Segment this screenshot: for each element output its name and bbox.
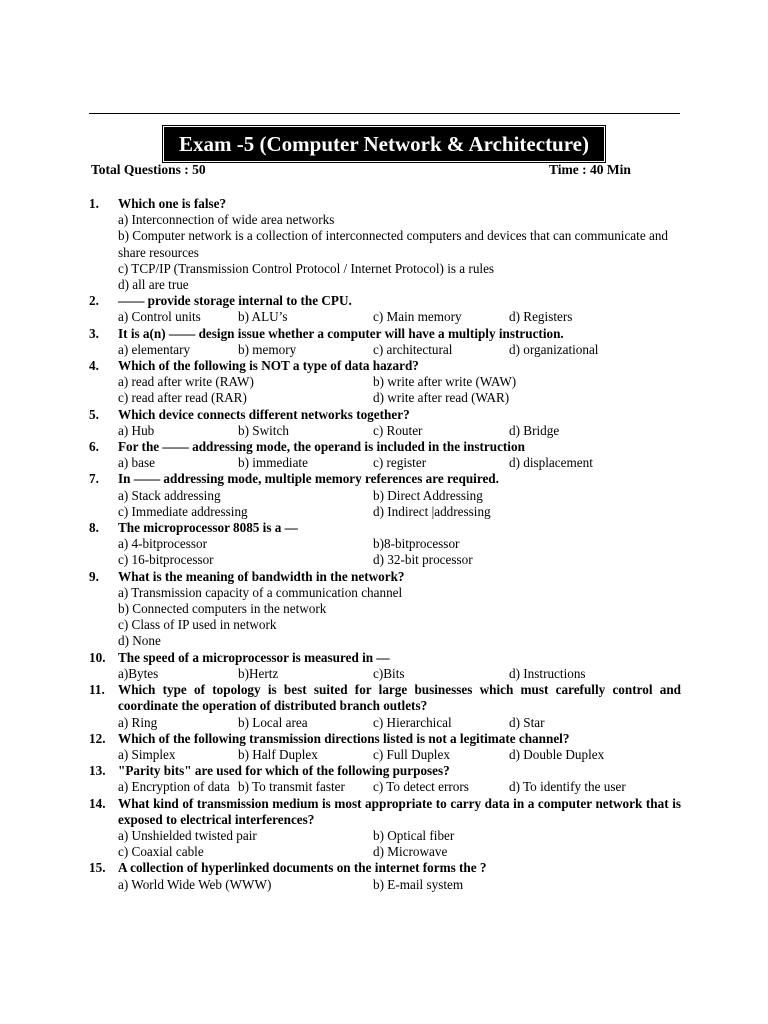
answer-option: b) write after write (WAW) [373,374,517,390]
question-number: 4. [89,358,99,374]
question-text: A collection of hyperlinked documents on the internet forms the ? [118,860,487,876]
answer-option: b) Computer network is a collection of interconnected computers and devices that can communicate and share resources [118,228,669,260]
question-item [89,569,681,650]
answer-option: b) Local area [238,714,308,730]
answer-option: b)Hertz [238,665,279,681]
header-divider [89,113,680,114]
answer-options [118,715,681,731]
question-text: The speed of a microprocessor is measured in — [118,649,390,665]
answer-option: c) 16-bitprocessor [118,552,214,568]
answer-option: a) Stack addressing [118,487,221,503]
question-number: 9. [89,568,99,584]
answer-option: b) E-mail system [373,876,464,892]
answer-option: a) Transmission capacity of a communication channel [118,584,403,600]
answer-option: a) Simplex [118,746,176,762]
answer-option: a) Hub [118,422,155,438]
answer-option: d) organizational [509,341,599,357]
answer-options [118,488,681,520]
answer-option: a) Control units [118,309,201,325]
answer-option: d) Double Duplex [509,746,605,762]
answer-options [118,455,681,471]
answer-option: c) Immediate addressing [118,503,248,519]
answer-option: c) Main memory [373,309,462,325]
answer-options [118,309,681,325]
question-number: 15. [89,860,106,876]
question-number: 11. [89,682,105,698]
answer-option: c) Coaxial cable [118,844,204,860]
answer-option: d) displacement [509,455,593,471]
answer-options [118,666,681,682]
answer-options [118,423,681,439]
question-text: "Parity bits" are used for which of the following purposes? [118,763,450,779]
answer-option: c) TCP/IP (Transmission Control Protocol / Internet Protocol) is a rules [118,260,495,276]
answer-option: a) Encryption of data [118,779,230,795]
answer-option: c) register [373,455,427,471]
answer-option: d) Registers [509,309,573,325]
answer-option: c) Class of IP used in network [118,617,277,633]
answer-option: a)Bytes [118,665,159,681]
question-item [89,520,681,569]
question-item [89,731,681,763]
question-item [89,326,681,358]
question-text: Which type of topology is best suited for large businesses which must carefully control and coordinate the operation of distributed branch outlets? [118,682,681,714]
question-number: 12. [89,730,106,746]
answer-options [118,536,681,568]
answer-option: c) read after read (RAR) [118,390,247,406]
question-number: 1. [89,196,99,211]
answer-option: a) Interconnection of wide area networks [118,212,335,228]
total-questions: Total Questions : 50 [91,162,206,177]
answer-option: d) Star [509,714,545,730]
question-item [89,358,681,407]
answer-option: c)Bits [373,665,405,681]
answer-option: d) all are true [118,277,189,293]
question-number: 14. [89,795,106,811]
answer-options [118,779,681,795]
answer-option: b) immediate [238,455,308,471]
answer-option: a) base [118,455,155,471]
answer-option: a) elementary [118,341,191,357]
question-item [89,439,681,471]
answer-option: b) Connected computers in the network [118,601,327,617]
answer-option: b) To transmit faster [238,779,345,795]
question-number: 7. [89,471,99,487]
answer-option: c) Full Duplex [373,746,450,762]
answer-option: d) write after read (WAR) [373,390,510,406]
question-list [89,196,681,893]
question-text: —— provide storage internal to the CPU. [118,293,352,309]
answer-option: a) World Wide Web (WWW) [118,876,272,892]
question-item [89,682,681,731]
question-text: What is the meaning of bandwidth in the network? [118,568,405,584]
question-text: The microprocessor 8085 is a — [118,520,298,536]
question-text: For the —— addressing mode, the operand is included in the instruction [118,439,525,455]
answer-option: b) ALU’s [238,309,288,325]
question-number: 5. [89,406,99,422]
answer-option: c) Hierarchical [373,714,452,730]
question-text: Which of the following is NOT a type of data hazard? [118,358,419,374]
question-text: It is a(n) —— design issue whether a computer will have a multiply instruction. [118,325,564,341]
answer-options [118,374,681,406]
question-number: 13. [89,763,106,779]
answer-option: b) memory [238,341,297,357]
question-item [89,196,681,293]
question-number: 2. [89,293,99,309]
question-item [89,860,681,892]
title-container [0,128,768,160]
answer-option: d) Instructions [509,665,586,681]
answer-option: b) Direct Addressing [373,487,483,503]
answer-option: b) Half Duplex [238,746,318,762]
answer-options [118,747,681,763]
question-item [89,650,681,682]
answer-option: d) None [118,633,161,649]
answer-options [118,212,681,293]
answer-options [118,342,681,358]
question-item [89,796,681,861]
question-number: 10. [89,649,106,665]
answer-option: d) Indirect |addressing [373,503,491,519]
answer-options [118,828,681,860]
question-number: 3. [89,325,99,341]
answer-options [118,877,681,893]
question-item [89,471,681,520]
answer-option: d) 32-bit processor [373,552,473,568]
question-text: Which device connects different networks together? [118,406,410,422]
question-text: In —— addressing mode, multiple memory references are required. [118,471,499,487]
answer-option: d) To identify the user [509,779,626,795]
question-item [89,407,681,439]
question-text: What kind of transmission medium is most appropriate to carry data in a computer network that is exposed to electrical interferences? [118,795,681,827]
answer-options [118,585,681,650]
question-text: Which of the following transmission directions listed is not a legitimate channel? [118,730,570,746]
answer-option: d) Bridge [509,422,560,438]
answer-option: d) Microwave [373,844,448,860]
exam-title: Exam -5 (Computer Network & Architecture) [165,128,603,160]
answer-option: a) 4-bitprocessor [118,536,207,552]
answer-option: a) read after write (RAW) [118,374,254,390]
answer-option: b) Switch [238,422,289,438]
question-text: Which one is false? [118,196,227,211]
answer-option: b)8-bitprocessor [373,536,460,552]
question-item [89,763,681,795]
answer-option: c) To detect errors [373,779,469,795]
answer-option: b) Optical fiber [373,827,455,843]
question-number: 8. [89,520,99,536]
answer-option: a) Ring [118,714,158,730]
answer-option: c) Router [373,422,423,438]
question-number: 6. [89,439,99,455]
answer-option: a) Unshielded twisted pair [118,827,257,843]
answer-option: c) architectural [373,341,453,357]
time-limit: Time : 40 Min [549,162,631,177]
question-item [89,293,681,325]
